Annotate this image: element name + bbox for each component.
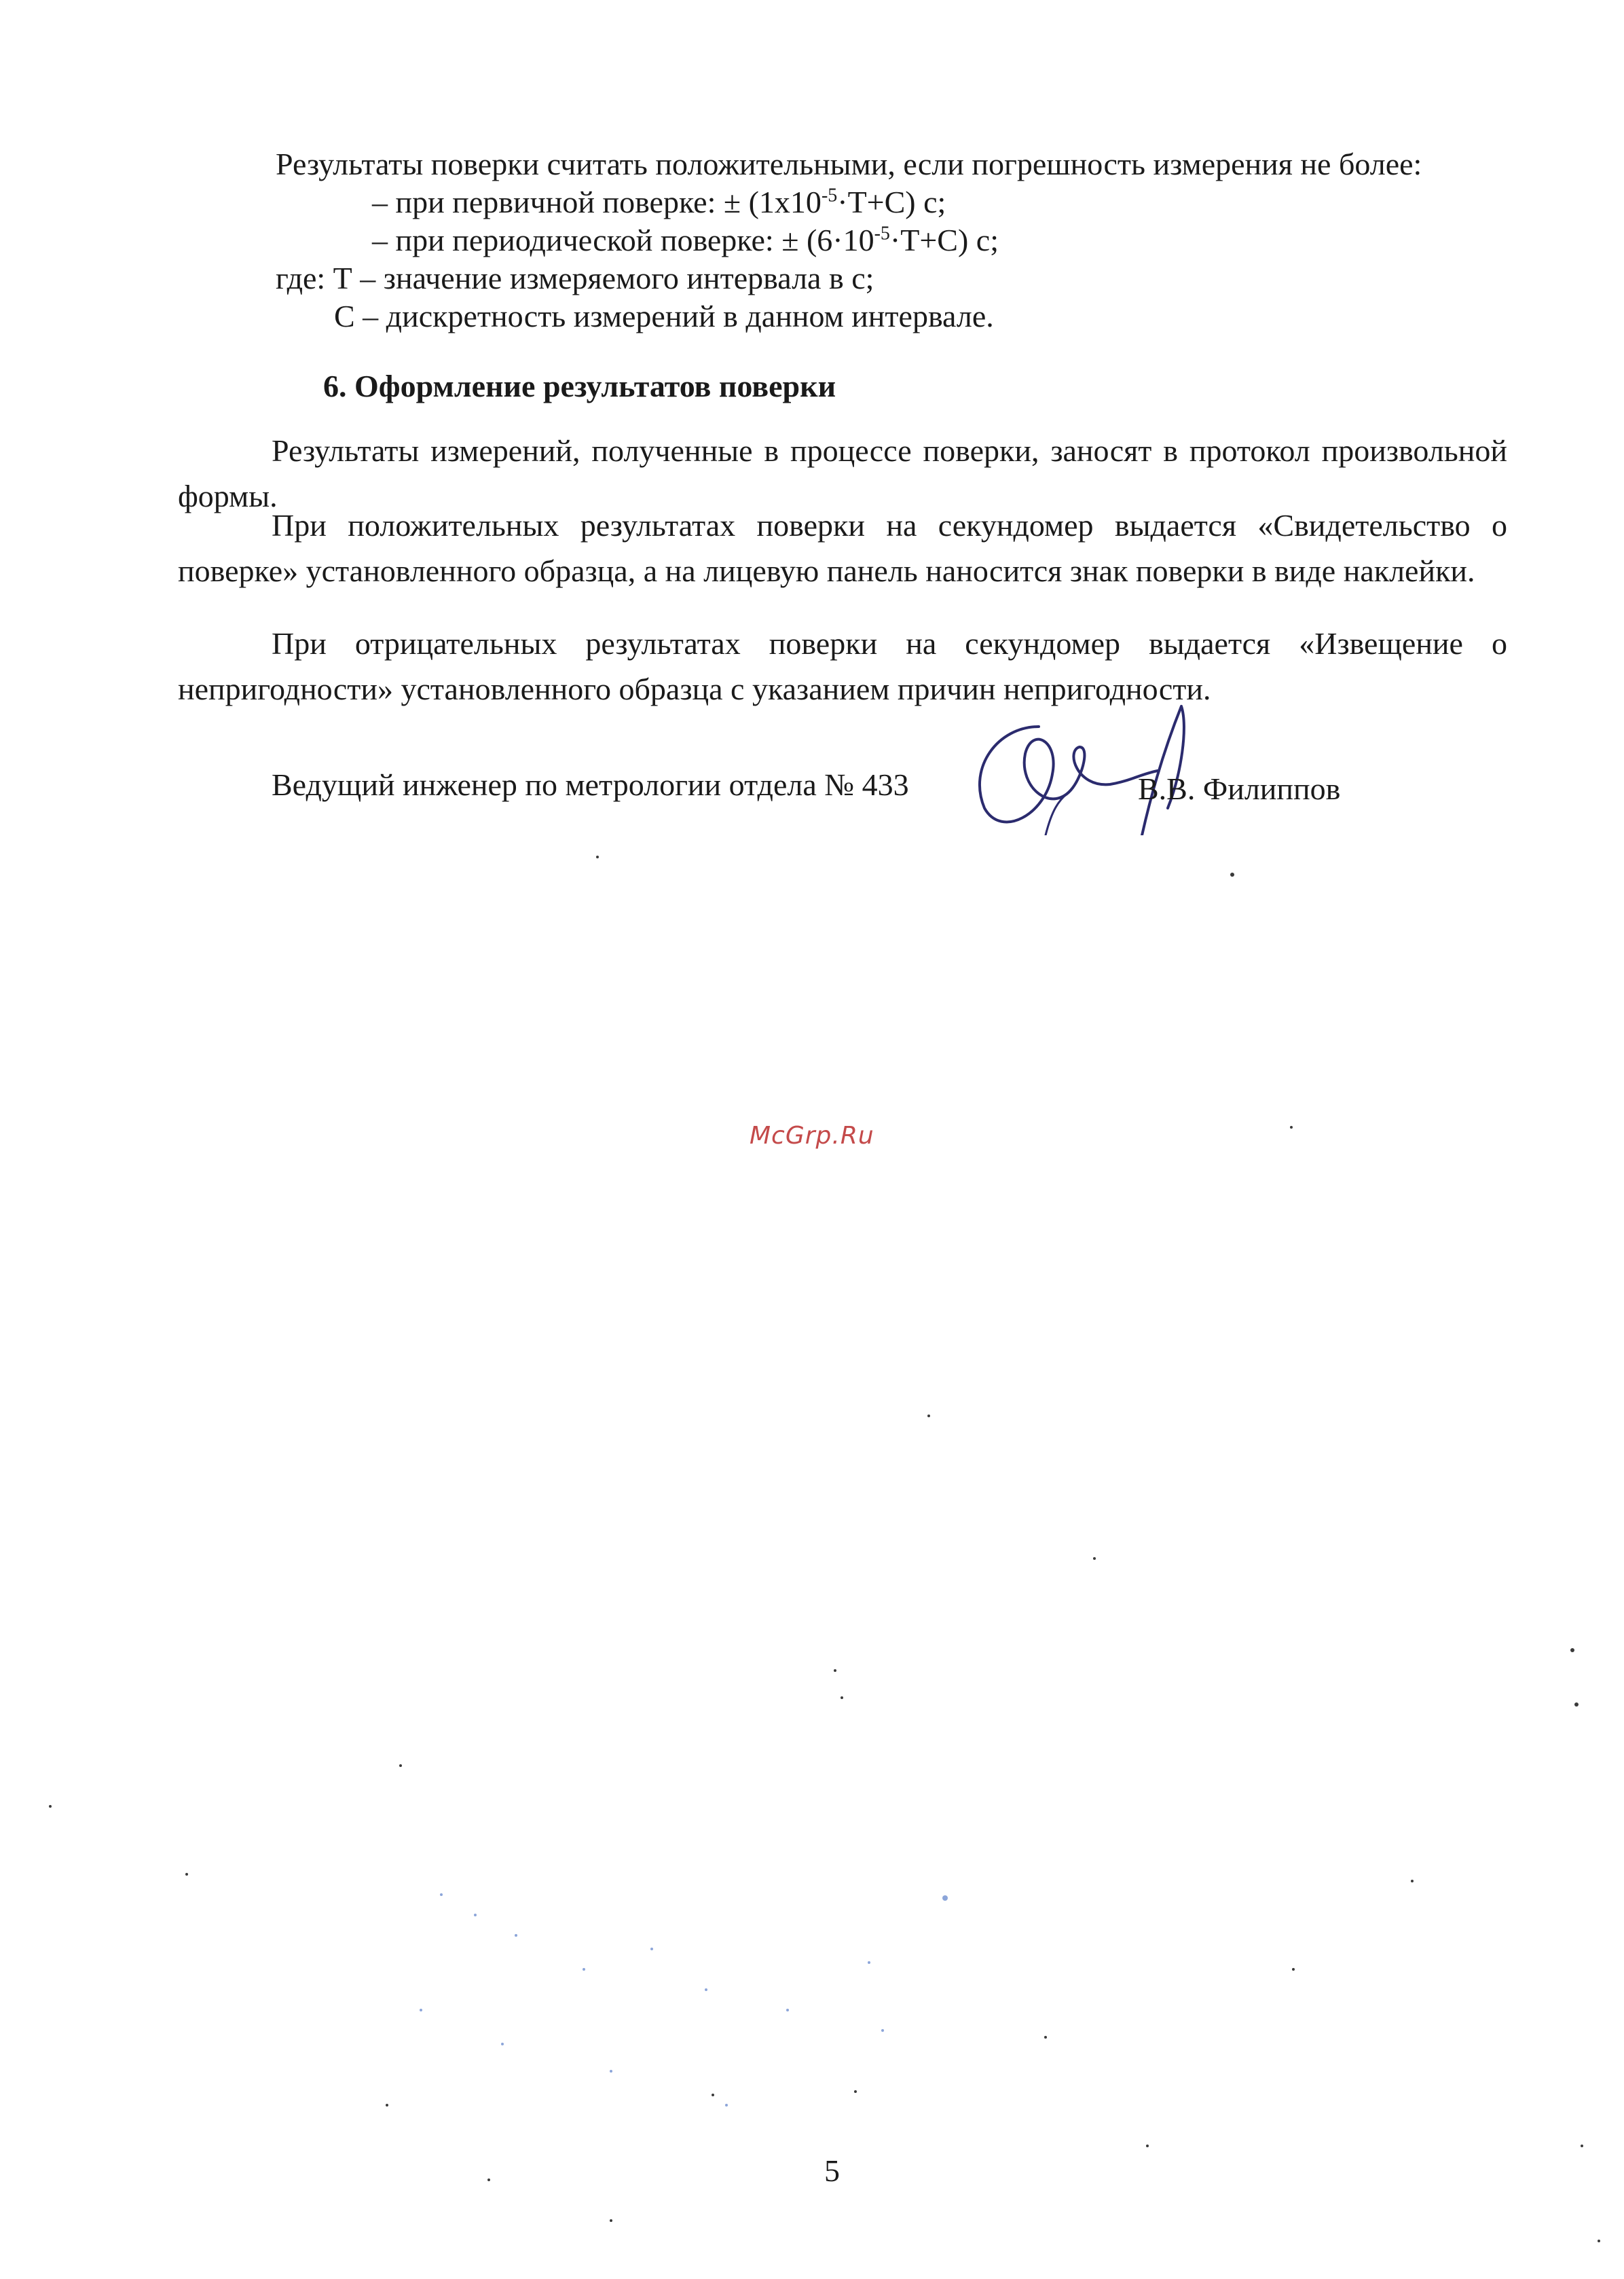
handwritten-signature <box>964 699 1208 835</box>
page-number: 5 <box>824 2153 840 2188</box>
section-heading: 6. Оформление результатов поверки <box>323 369 836 403</box>
signatory-position: Ведущий инженер по метрологии отдела № 433 <box>272 767 909 802</box>
criteria-where-c: С – дискретность измерений в данном интервале. <box>334 299 994 333</box>
watermark-logo: McGrp.Ru <box>750 1122 874 1150</box>
criteria-primary-exponent: -5 <box>821 185 838 206</box>
signatory-name: В.В. Филиппов <box>1138 771 1341 806</box>
criteria-primary-suffix: ·T+C) с; <box>837 185 946 219</box>
criteria-primary <box>372 183 946 221</box>
paragraph-negative-result: При отрицательных результатах поверки на секундомер выдается «Извещение о непригодности» установленного образца с указанием причин непригодности. <box>178 626 1507 706</box>
criteria-periodic-suffix: ·T+C) с; <box>889 223 999 257</box>
paragraph-positive-result: При положительных результатах поверки на секундомер выдается «Свидетельство о поверке» установленного образца, а на лицевую панель наносится знак поверки в виде наклейки. <box>178 508 1507 588</box>
criteria-periodic <box>372 221 999 259</box>
criteria-periodic-prefix: – при периодической поверке: ± (6·10 <box>372 223 874 257</box>
criteria-periodic-exponent: -5 <box>874 223 890 244</box>
criteria-where-t: где: Т – значение измеряемого интервала в с; <box>276 261 874 295</box>
criteria-intro: Результаты поверки считать положительными, если погрешность измерения не более: <box>276 147 1422 181</box>
criteria-primary-prefix: – при первичной поверке: ± (1x10 <box>372 185 822 219</box>
paragraph-protocol: Результаты измерений, полученные в процессе поверки, заносят в протокол произвольной формы. <box>178 433 1507 513</box>
